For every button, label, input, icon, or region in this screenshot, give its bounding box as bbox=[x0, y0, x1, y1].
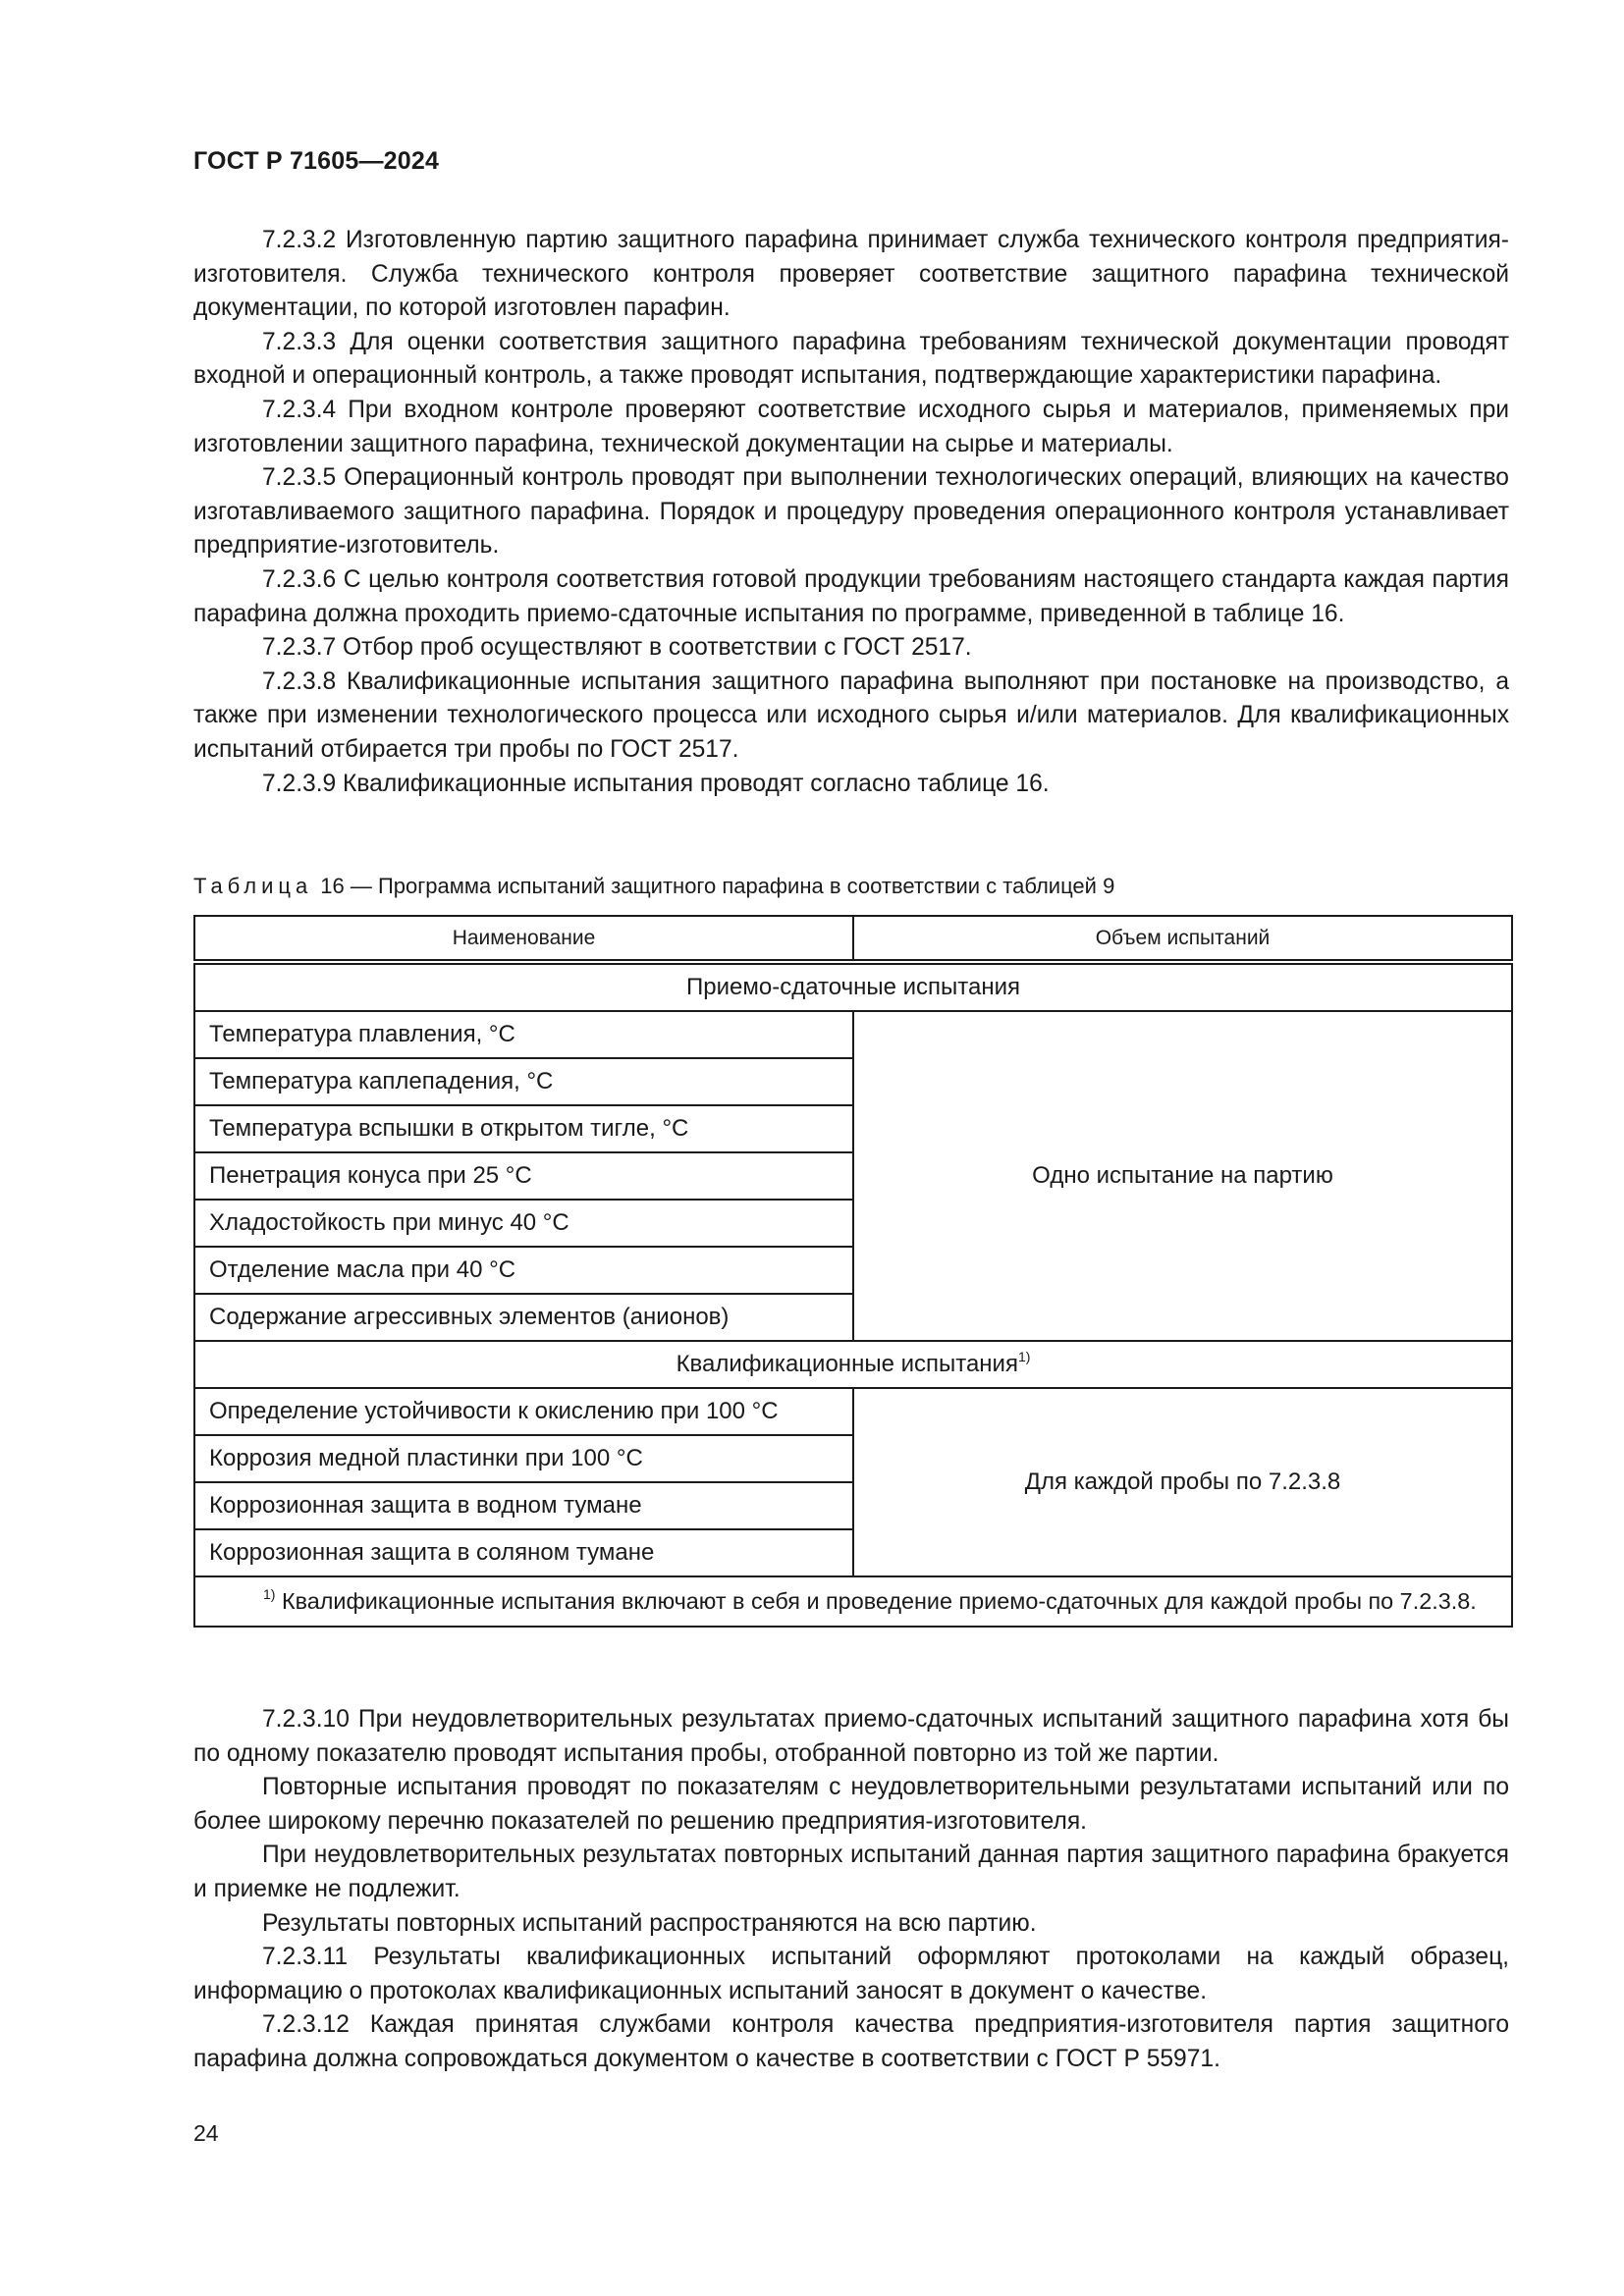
test-item: Коррозионная защита в водном тумане bbox=[194, 1482, 853, 1529]
test-item: Определение устойчивости к окислению при 100 °C bbox=[194, 1388, 853, 1435]
table-footnote bbox=[194, 1576, 1512, 1627]
paragraph-7-2-3-10: 7.2.3.10 При неудовлетворительных результатах приемо-сдаточных испытаний защитного парафина хотя бы по одному показателю проводят испытания пробы, отобранной повторно из той же партии. bbox=[193, 1706, 1509, 1767]
test-item: Хладостойкость при минус 40 °C bbox=[194, 1200, 853, 1247]
table-row bbox=[194, 1388, 1512, 1435]
column-header-name: Наименование bbox=[194, 916, 853, 962]
section-qualification-title bbox=[194, 1341, 1512, 1388]
test-item: Отделение масла при 40 °C bbox=[194, 1247, 853, 1294]
footnote-text: Квалификационные испытания включают в себя и проведение приемо-сдаточных для каждой пробы по 7.2.3.8. bbox=[281, 1588, 1477, 1614]
paragraph-7-2-3-8: 7.2.3.8 Квалификационные испытания защитного парафина выполняют при постановке на производство, а также при изменении технологического процесса или исходного сырья и/или материалов. Для квалификационных испытаний отбирается три пробы по ГОСТ 2517. bbox=[193, 667, 1509, 763]
page-number: 24 bbox=[193, 2120, 219, 2146]
column-header-volume: Объем испытаний bbox=[853, 916, 1512, 962]
test-item: Температура вспышки в открытом тигле, °C bbox=[194, 1105, 853, 1152]
table-caption-label: Таблица bbox=[193, 874, 313, 898]
test-item: Содержание агрессивных элементов (анионов) bbox=[194, 1294, 853, 1341]
paragraph-repeat-tests: Повторные испытания проводят по показателям с неудовлетворительными результатами испытаний или по более широкому перечню показателей по решению предприятия-изготовителя. bbox=[193, 1774, 1509, 1835]
test-item: Коррозия медной пластинки при 100 °C bbox=[194, 1435, 853, 1482]
footnote-mark: 1) bbox=[263, 1586, 276, 1602]
paragraph-results-apply: Результаты повторных испытаний распространяются на всю партию. bbox=[262, 1909, 1037, 1937]
paragraph-7-2-3-5: 7.2.3.5 Операционный контроль проводят при выполнении технологических операций, влияющих на качество изготавливаемого защитного парафина. Порядок и процедуру проведения операционного контроля устанавливает предприятие-изготовитель. bbox=[193, 464, 1509, 560]
section-row bbox=[194, 1341, 1512, 1388]
document-code-header: ГОСТ Р 71605—2024 bbox=[193, 147, 440, 175]
qualification-volume-cell: Для каждой пробы по 7.2.3.8 bbox=[853, 1388, 1512, 1576]
table-caption bbox=[193, 872, 1114, 901]
table-caption-text: 16 — Программа испытаний защитного парафина в соответствии с таблицей 9 bbox=[320, 874, 1115, 898]
paragraph-7-2-3-6: 7.2.3.6 С целью контроля соответствия готовой продукции требованиям настоящего стандарта каждая партия парафина должна проходить приемо-сдаточные испытания по программе, приведенной в таблице 16. bbox=[193, 565, 1509, 627]
table-row bbox=[194, 1011, 1512, 1058]
table-header-row bbox=[194, 916, 1512, 962]
paragraph-7-2-3-9: 7.2.3.9 Квалификационные испытания проводят согласно таблице 16. bbox=[262, 770, 1050, 797]
footnote-marker: 1) bbox=[1017, 1349, 1031, 1364]
bottom-text-block bbox=[193, 1703, 1509, 2077]
top-text-block bbox=[193, 224, 1509, 801]
test-item: Температура плавления, °C bbox=[194, 1011, 853, 1058]
test-item: Температура каплепадения, °C bbox=[194, 1058, 853, 1105]
paragraph-7-2-3-2: 7.2.3.2 Изготовленную партию защитного парафина принимает служба технического контроля предприятия-изготовителя. Служба технического контроля проверяет соответствие защитного парафина технической документации, по которой изготовлен парафин. bbox=[193, 227, 1509, 322]
paragraph-7-2-3-12: 7.2.3.12 Каждая принятая службами контроля качества предприятия-изготовителя партия защитного парафина должна сопровождаться документом о качестве в соответствии с ГОСТ Р 55971. bbox=[193, 2011, 1509, 2072]
test-item: Пенетрация конуса при 25 °C bbox=[194, 1152, 853, 1200]
paragraph-batch-rejected: При неудовлетворительных результатах повторных испытаний данная партия защитного парафина бракуется и приемке не подлежит. bbox=[193, 1842, 1509, 1902]
test-item: Коррозионная защита в соляном тумане bbox=[194, 1529, 853, 1576]
test-program-table bbox=[193, 915, 1513, 1628]
paragraph-7-2-3-3: 7.2.3.3 Для оценки соответствия защитного парафина требованиям технической документации проводят входной и операционный контроль, а также проводят испытания, подтверждающие характеристики парафина. bbox=[193, 328, 1509, 390]
paragraph-7-2-3-7: 7.2.3.7 Отбор проб осуществляют в соответствии с ГОСТ 2517. bbox=[262, 634, 972, 662]
section-qualification-label: Квалификационные испытания bbox=[676, 1351, 1018, 1377]
section-acceptance-title: Приемо-сдаточные испытания bbox=[194, 962, 1512, 1011]
section-row bbox=[194, 962, 1512, 1011]
paragraph-7-2-3-11: 7.2.3.11 Результаты квалификационных испытаний оформляют протоколами на каждый образец, информацию о протоколах квалификационных испытаний заносят в документ о качестве. bbox=[193, 1944, 1509, 2004]
footnote-row bbox=[194, 1576, 1512, 1627]
acceptance-volume-cell: Одно испытание на партию bbox=[853, 1011, 1512, 1341]
paragraph-7-2-3-4: 7.2.3.4 При входном контроле проверяют соответствие исходного сырья и материалов, применяемых при изготовлении защитного парафина, технической документации на сырье и материалы. bbox=[193, 396, 1509, 457]
